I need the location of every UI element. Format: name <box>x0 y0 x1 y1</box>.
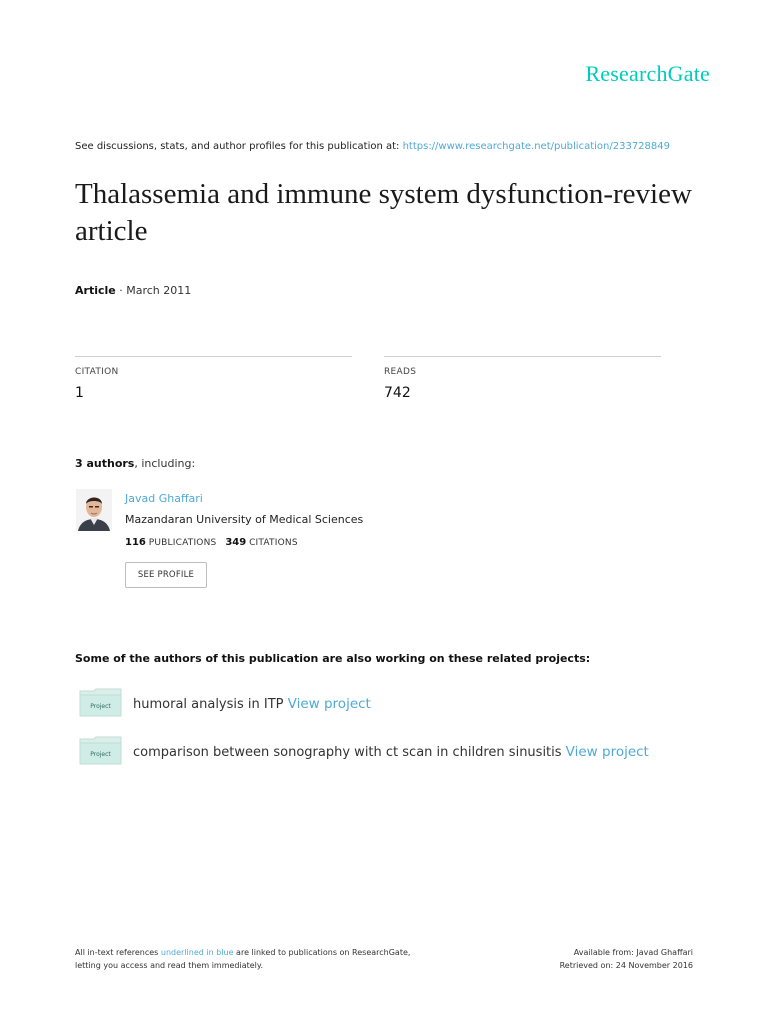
researchgate-logo[interactable]: ResearchGate <box>585 61 710 86</box>
authors-including: , including: <box>134 457 196 470</box>
view-project-link[interactable]: View project <box>287 696 371 712</box>
footer-text-line2: letting you access and read them immediately. <box>75 961 264 970</box>
project-title: comparison between sonography with ct scan in children sinusitis <box>133 745 566 760</box>
authors-count: 3 authors <box>75 457 135 470</box>
project-folder-icon[interactable] <box>79 688 122 721</box>
author-name-link[interactable]: Javad Ghaffari <box>125 492 203 505</box>
citation-divider <box>75 356 352 357</box>
author-publications-label: PUBLICATIONS <box>148 538 217 548</box>
discussion-text: See discussions, stats, and author profiles for this publication at: <box>75 141 403 152</box>
view-project-link[interactable]: View project <box>565 744 649 760</box>
reads-value: 742 <box>384 385 411 401</box>
publication-url-link[interactable]: https://www.researchgate.net/publication/233728849 <box>402 141 670 152</box>
project-icon-label: Project <box>90 751 111 758</box>
authors-heading <box>75 457 195 470</box>
citation-value: 1 <box>75 385 84 401</box>
footer-available-from: Available from: Javad Ghaffari <box>573 948 693 957</box>
project-item <box>133 696 371 712</box>
footer-text-part1: All in-text references <box>75 948 161 957</box>
discussion-note <box>75 141 670 152</box>
footer-note <box>75 946 410 972</box>
article-type: Article <box>75 284 116 297</box>
author-stats <box>125 537 304 548</box>
author-citations-label: CITATIONS <box>249 538 298 548</box>
project-title: humoral analysis in ITP <box>133 697 288 712</box>
footer-retrieved-on: Retrieved on: 24 November 2016 <box>559 961 693 970</box>
author-institution: Mazandaran University of Medical Sciences <box>125 513 364 526</box>
article-meta <box>75 284 191 297</box>
see-profile-button[interactable]: SEE PROFILE <box>125 562 207 588</box>
author-photo-icon <box>76 489 112 531</box>
reads-label: READS <box>384 367 417 377</box>
projects-heading: Some of the authors of this publication are also working on these related projects: <box>75 652 591 665</box>
reads-divider <box>384 356 661 357</box>
project-folder-icon[interactable] <box>79 736 122 769</box>
author-publications-count: 116 <box>125 537 146 548</box>
article-title: Thalassemia and immune system dysfunction-review article <box>75 178 692 247</box>
article-date: · March 2011 <box>119 284 192 297</box>
citation-label: CITATION <box>75 367 119 377</box>
footer-underlined-link: underlined in blue <box>160 948 234 957</box>
project-item <box>133 744 649 760</box>
footer-text-part2: are linked to publications on ResearchGate, <box>233 948 411 957</box>
footer-availability <box>560 946 693 972</box>
project-icon-label: Project <box>90 703 111 710</box>
author-citations-count: 349 <box>225 537 247 548</box>
author-avatar[interactable] <box>76 489 112 531</box>
